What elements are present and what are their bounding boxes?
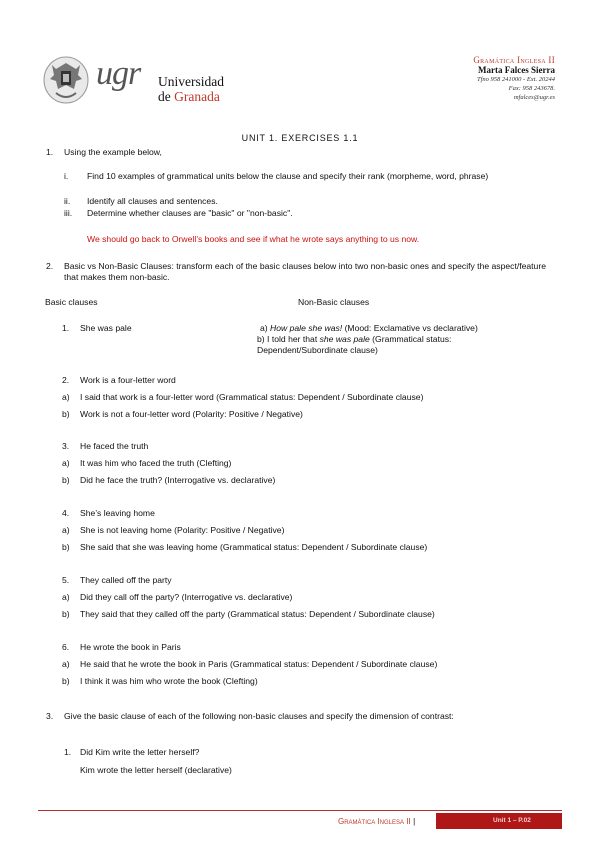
nonbasic-clause-b: She said that she was leaving home (Grammatical status: Dependent / Subordinate clause): [80, 542, 428, 552]
ugr-wordmark: ugr: [96, 55, 141, 92]
exercise2-text: Basic vs Non-Basic Clauses: transform each of the basic clauses below into two non-basic ones and specify the aspect/feature that makes them non-basic.: [64, 261, 546, 282]
basic-clause-number: 6.: [62, 642, 70, 652]
exercise1-item-number: ii.: [64, 196, 71, 206]
nonbasic-clause-b: Work is not a four-letter word (Polarity: Positive / Negative): [80, 409, 303, 419]
nonbasic-clause-a: a) How pale she was! (Mood: Exclamative vs declarative): [260, 323, 478, 333]
footer-course: Gramática Inglesa II: [338, 817, 411, 826]
basic-clause: They called off the party: [80, 575, 172, 585]
exercise1-item-number: i.: [64, 171, 69, 181]
exercise1-item: Find 10 examples of grammatical units below the clause and specify their rank (morpheme, word, phrase): [87, 171, 489, 181]
author-fax: Fax: 958 243678.: [508, 85, 555, 92]
option-label-b: b): [62, 475, 70, 485]
exercise3-text: Give the basic clause of each of the following non-basic clauses and specify the dimension of contrast:: [64, 711, 454, 721]
basic-clause: She was pale: [80, 323, 132, 333]
nonbasic-clause-a: She is not leaving home (Polarity: Positive / Negative): [80, 525, 285, 535]
exercise1-text: Using the example below,: [64, 147, 162, 157]
author-name: Marta Falces Sierra: [478, 65, 555, 75]
university-logo: [42, 55, 242, 110]
basic-clause-number: 4.: [62, 508, 70, 518]
option-label-b: b): [62, 676, 70, 686]
option-label-b: b): [62, 609, 70, 619]
nonbasic-clause-a: He said that he wrote the book in Paris (Grammatical status: Dependent / Subordinate clause): [80, 659, 438, 669]
exercise3-item-number: 1.: [64, 747, 72, 757]
footer-page-badge: [436, 813, 562, 829]
exercise1-item: Identify all clauses and sentences.: [87, 196, 218, 206]
author-email[interactable]: mfalces@ugr.es: [513, 94, 555, 101]
header-course: Gramática Inglesa II: [473, 55, 555, 65]
nonbasic-clause-b: b) I told her that she was pale (Grammatical status: Dependent/Subordinate clause): [257, 334, 452, 355]
nonbasic-clause-b: I think it was him who wrote the book (Clefting): [80, 676, 258, 686]
page-number: Unit 1 – P.02: [493, 817, 531, 824]
exercise1-item-number: iii.: [64, 208, 73, 218]
option-label-a: a): [62, 525, 70, 535]
option-label-b: b): [62, 409, 70, 419]
exercise1-item: Determine whether clauses are "basic" or "non-basic".: [87, 208, 293, 218]
exercise3-item: Did Kim write the letter herself?: [80, 747, 200, 757]
option-label-a: a): [62, 458, 70, 468]
option-label-a: a): [62, 659, 70, 669]
exercise1-number: 1.: [46, 147, 54, 157]
nonbasic-clause-b: They said that they called off the party (Grammatical status: Dependent / Subordinate clause): [80, 609, 435, 619]
basic-clause: Work is a four-letter word: [80, 375, 176, 385]
basic-clause-number: 1.: [62, 323, 70, 333]
author-phone: Tfno 958 241000 - Ext. 20244: [477, 76, 555, 83]
exercise2-number: 2.: [46, 261, 54, 271]
page-title: UNIT 1. EXERCISES 1.1: [241, 133, 359, 143]
basic-clause-number: 3.: [62, 441, 70, 451]
university-name-line2: de Granada: [158, 89, 220, 104]
option-label-a: a): [62, 592, 70, 602]
option-label-a: a): [62, 392, 70, 402]
footer-divider: [38, 810, 562, 811]
column-header-nonbasic: Non-Basic clauses: [298, 297, 370, 307]
coat-of-arms-icon: [42, 55, 90, 105]
basic-clause: He wrote the book in Paris: [80, 642, 181, 652]
footer: [338, 816, 415, 830]
nonbasic-clause-a: Did they call off the party? (Interrogative vs. declarative): [80, 592, 293, 602]
nonbasic-clause-a: It was him who faced the truth (Clefting): [80, 458, 232, 468]
column-header-basic: Basic clauses: [45, 297, 98, 307]
exercise3-number: 3.: [46, 711, 54, 721]
option-label-b: b): [62, 542, 70, 552]
nonbasic-clause-a: I said that work is a four-letter word (Grammatical status: Dependent / Subordinate clause): [80, 392, 424, 402]
university-name-line1: Universidad: [158, 74, 224, 89]
basic-clause-number: 5.: [62, 575, 70, 585]
nonbasic-clause-b: Did he face the truth? (Interrogative vs. declarative): [80, 475, 276, 485]
basic-clause: She’s leaving home: [80, 508, 155, 518]
exercise3-answer: Kim wrote the letter herself (declarative): [80, 765, 232, 775]
university-name: [158, 74, 224, 104]
teacher-note: We should go back to Orwell’s books and see if what he wrote says anything to us now.: [87, 234, 420, 244]
author-block: [473, 55, 555, 102]
basic-clause-number: 2.: [62, 375, 70, 385]
basic-clause: He faced the truth: [80, 441, 149, 451]
footer-separator: |: [413, 817, 416, 826]
